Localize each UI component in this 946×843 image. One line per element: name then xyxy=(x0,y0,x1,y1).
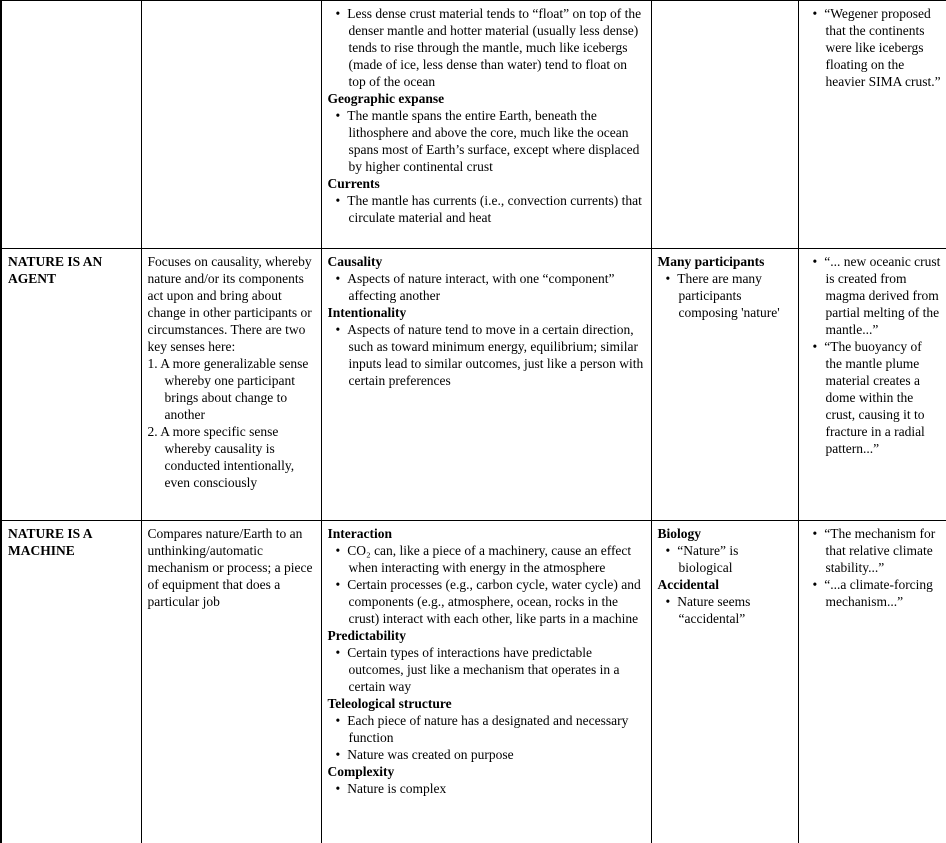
bullet-item: • The mantle spans the entire Earth, beneath the lithosphere and above the core, much like the ocean spans most of Earth’s surface, except where displaced by higher continental crust xyxy=(328,107,646,175)
description-cell xyxy=(141,249,321,521)
bullet-item: • There are many participants composing 'nature' xyxy=(658,270,793,321)
bullet-item: • “Nature” is biological xyxy=(658,542,793,576)
description-cell xyxy=(141,1,321,249)
bullet-item: • Aspects of nature tend to move in a certain direction, such as toward minimum energy, equilibrium; similar inputs lead to similar outcomes, just like a person with certain preferences xyxy=(328,321,646,389)
participants-cell xyxy=(651,521,798,843)
bullet-item: • Aspects of nature interact, with one “component” affecting another xyxy=(328,270,646,304)
description-text: Compares nature/Earth to an unthinking/automatic mechanism or process; a piece of equipment that does a particular job xyxy=(147,526,313,609)
aspects-cell xyxy=(321,249,651,521)
bullet-item: • Less dense crust material tends to “float” on top of the denser mantle and hotter material (usually less dense) tends to rise through the mantle, much like icebergs (made of ice, less dense than water) tend to float on top of the ocean xyxy=(328,5,646,90)
bullet-item: • Nature is complex xyxy=(328,780,646,797)
table-row xyxy=(1,521,946,843)
metaphor-name-cell xyxy=(1,521,141,843)
quote-item: • “...a climate-forcing mechanism...” xyxy=(805,576,942,610)
aspects-cell xyxy=(321,521,651,843)
quotes-cell xyxy=(798,1,946,249)
section-header: Many participants xyxy=(657,254,765,269)
table-row xyxy=(1,1,946,249)
bullet-item: • Nature was created on purpose xyxy=(328,746,646,763)
bullet-item: • Certain processes (e.g., carbon cycle, water cycle) and components (e.g., atmosphere, ocean, rocks in the crust) interact with each other, like parts in a machine xyxy=(328,576,646,627)
aspects-cell xyxy=(321,1,651,249)
section-header: Causality xyxy=(327,254,383,269)
bullet-item: • Nature seems “accidental” xyxy=(658,593,793,627)
quote-item: • “Wegener proposed that the continents were like icebergs floating on the heavier SIMA crust.” xyxy=(805,5,942,90)
quote-item: • “The mechanism for that relative climate stability...” xyxy=(805,525,942,576)
description-numbered-item: 1. A more generalizable sense whereby one participant brings about change to another xyxy=(147,356,309,422)
metaphor-table-body xyxy=(1,1,946,843)
bullet-item: • CO₂ can, like a piece of a machinery, cause an effect when interacting with energy in the atmosphere xyxy=(328,542,646,576)
quote-item: • “... new oceanic crust is created from magma derived from partial melting of the mantle...” xyxy=(805,253,942,338)
metaphor-name: NATURE IS AN AGENT xyxy=(8,254,103,286)
section-header: Accidental xyxy=(657,577,719,592)
section-header: Complexity xyxy=(327,764,395,779)
bullet-item: • Each piece of nature has a designated and necessary function xyxy=(328,712,646,746)
bullet-item: • Certain types of interactions have predictable outcomes, just like a mechanism that operates in a certain way xyxy=(328,644,646,695)
section-header: Biology xyxy=(657,526,702,541)
section-header: Intentionality xyxy=(327,305,407,320)
section-header: Teleological structure xyxy=(327,696,452,711)
description-cell xyxy=(141,521,321,843)
metaphor-name-cell xyxy=(1,249,141,521)
quotes-cell xyxy=(798,521,946,843)
participants-cell xyxy=(651,1,798,249)
section-header: Currents xyxy=(327,176,380,191)
description-numbered-item: 2. A more specific sense whereby causality is conducted intentionally, even consciously xyxy=(147,424,295,490)
section-header: Geographic expanse xyxy=(327,91,445,106)
quotes-cell xyxy=(798,249,946,521)
section-header: Interaction xyxy=(327,526,392,541)
description-text: Focuses on causality, whereby nature and/or its components act upon and bring about change in other participants or circumstances. There are two key senses here: xyxy=(147,254,312,354)
metaphor-name: NATURE IS A MACHINE xyxy=(8,526,92,558)
metaphor-name-cell xyxy=(1,1,141,249)
participants-cell xyxy=(651,249,798,521)
bullet-item: • The mantle has currents (i.e., convection currents) that circulate material and heat xyxy=(328,192,646,226)
quote-item: • “The buoyancy of the mantle plume material creates a dome within the crust, causing it to fracture in a radial pattern...” xyxy=(805,338,942,457)
section-header: Predictability xyxy=(327,628,406,643)
table-row xyxy=(1,249,946,521)
